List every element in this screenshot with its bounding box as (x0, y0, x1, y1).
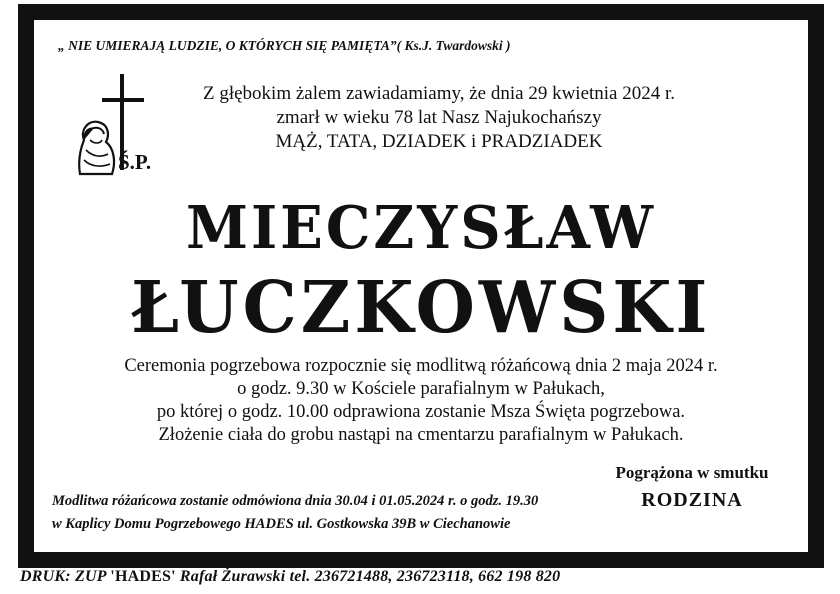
mourners-signature (592, 463, 792, 512)
ceremony-line-4: Złożenie ciała do grobu nastąpi na cmentarzu parafialnym w Pałukach. (158, 425, 684, 445)
rosary-line-1: Modlitwa różańcowa zostanie odmówiona dnia 30.04 i 01.05.2024 r. o godz. 19.30 (52, 493, 539, 509)
printer-footer (20, 568, 560, 586)
obituary-frame (18, 4, 824, 568)
ceremony-details (34, 355, 808, 447)
deceased-last-name: ŁUCZKOWSKI (130, 266, 712, 350)
announcement-intro (154, 82, 724, 154)
ceremony-line-1: Ceremonia pogrzebowa rozpocznie się modlitwą różańcową dnia 2 maja 2024 r. (124, 356, 718, 376)
intro-line-2: zmarł w wieku 78 lat Nasz Najukochańszy (276, 107, 602, 128)
footer-prefix: DRUK: ZUP (20, 568, 111, 585)
epigraph-quote: „ NIE UMIERAJĄ LUDZIE, O KTÓRYCH SIĘ PAMIĘTA”( Ks.J. Twardowski ) (58, 38, 511, 53)
deceased-first-name: MIECZYSŁAW (185, 193, 657, 263)
mourners-line-2: RODZINA (641, 489, 743, 511)
footer-brand: 'HADES' (110, 568, 176, 585)
rosary-notice (52, 490, 538, 536)
intro-line-1: Z głębokim żalem zawiadamiamy, że dnia 29 kwietnia 2024 r. (202, 83, 676, 104)
mourners-line-1: Pogrążona w smutku (615, 463, 769, 482)
footer-contact: Rafał Żurawski tel. 236721488, 236723118, 662 198 820 (175, 568, 561, 585)
intro-line-3: MĄŻ, TATA, DZIADEK i PRADZIADEK (275, 131, 603, 152)
rosary-line-2: w Kaplicy Domu Pogrzebowego HADES ul. Gostkowska 39B w Ciechanowie (52, 516, 511, 532)
ceremony-line-2: o godz. 9.30 w Kościele parafialnym w Pałukach, (237, 379, 605, 399)
ceremony-line-3: po której o godz. 10.00 odprawiona zostanie Msza Święta pogrzebowa. (156, 402, 686, 422)
obituary-panel (32, 18, 810, 554)
sp-label: Ś.P. (118, 150, 152, 174)
